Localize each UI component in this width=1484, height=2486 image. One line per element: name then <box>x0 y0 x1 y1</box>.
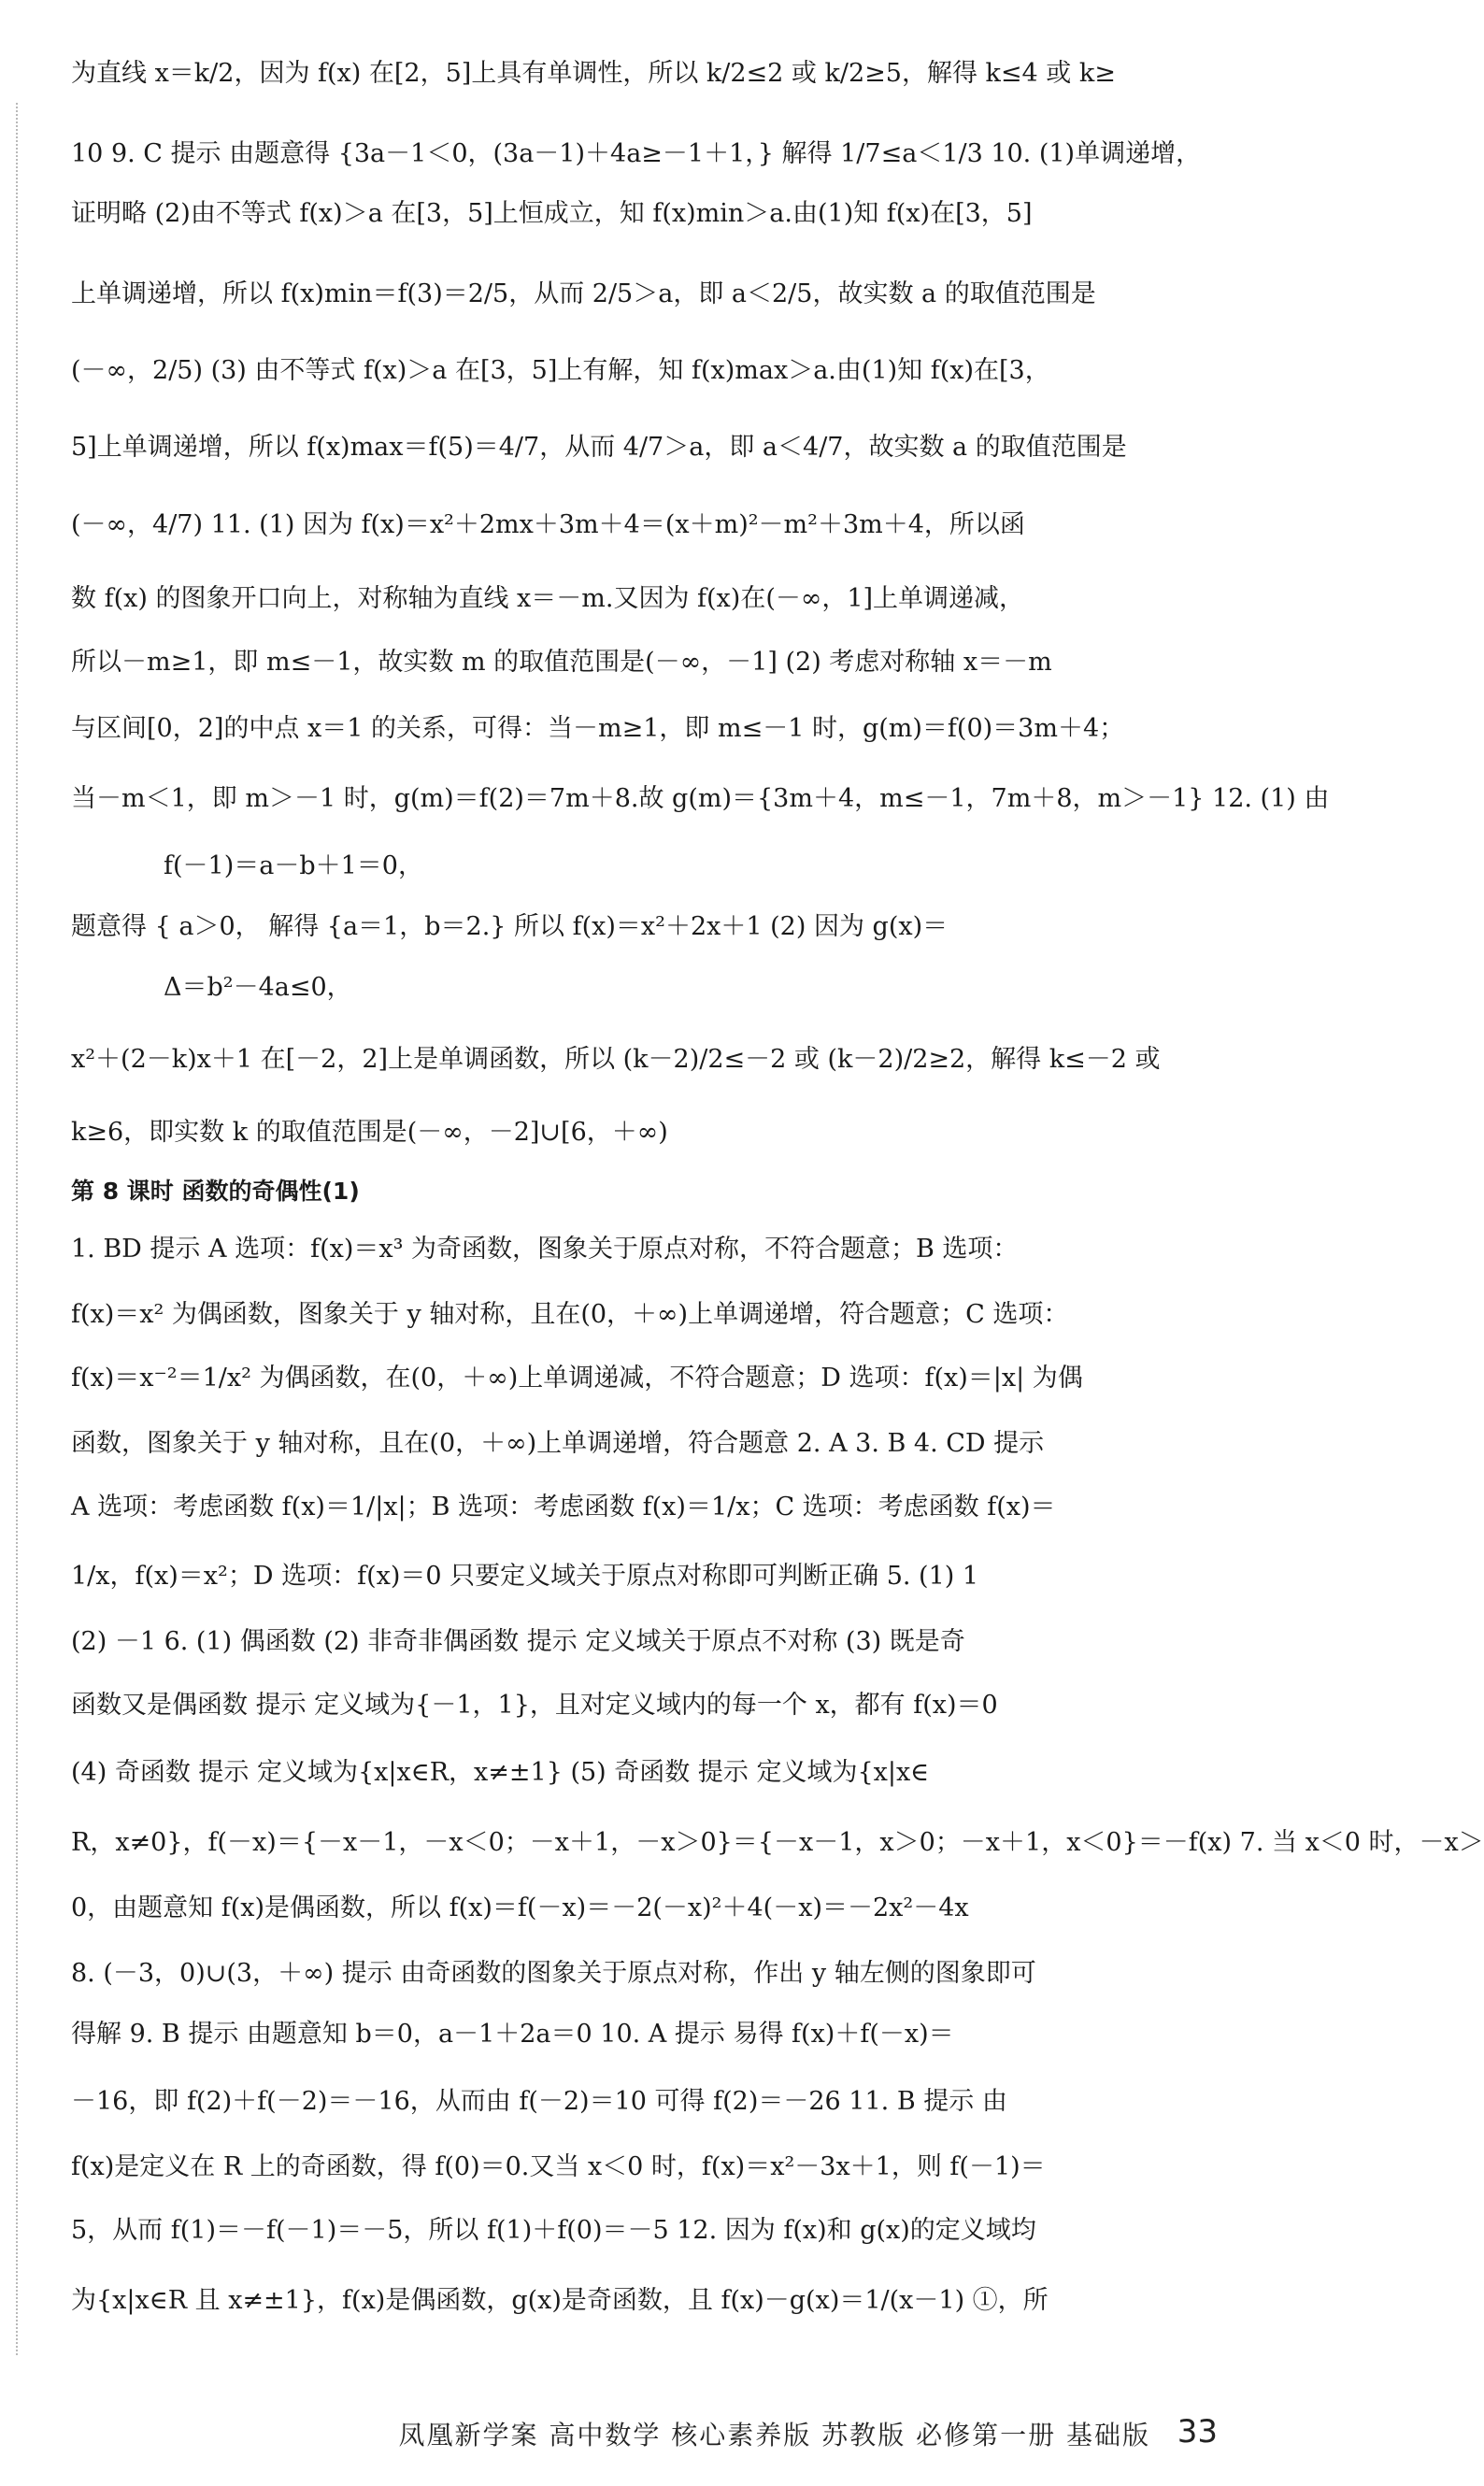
page-number: 33 <box>1177 2413 1218 2450</box>
text-line: 1. BD 提示 A 选项：f(x)＝x³ 为奇函数，图象关于原点对称，不符合题意；B 选项： <box>71 1235 1019 1264</box>
text-line: 1/x，f(x)＝x²；D 选项：f(x)＝0 只要定义域关于原点对称即可判断正确 5. (1) 1 <box>71 1562 979 1591</box>
text-line: (－∞，2/5) (3) 由不等式 f(x)＞a 在[3，5]上有解，知 f(x)max＞a.由(1)知 f(x)在[3， <box>71 356 1050 385</box>
text-line: f(－1)＝a－b＋1＝0， <box>164 851 423 880</box>
text-line: (2) －1 6. (1) 偶函数 (2) 非奇非偶函数 提示 定义域关于原点不对称 (3) 既是奇 <box>71 1627 965 1656</box>
section-heading: 第 8 课时 函数的奇偶性(1) <box>71 1178 360 1205</box>
text-line: 所以－m≥1，即 m≤－1，故实数 m 的取值范围是(－∞，－1] (2) 考虑对称轴 x＝－m <box>71 648 1052 677</box>
text-line: 与区间[0，2]的中点 x＝1 的关系，可得：当－m≥1，即 m≤－1 时，g(m)＝f(0)＝3m＋4； <box>71 714 1125 743</box>
footer-book-title: 凤凰新学案 高中数学 核心素养版 苏教版 必修第一册 基础版 <box>398 2420 1150 2450</box>
text-line: 数 f(x) 的图象开口向上，对称轴为直线 x＝－m.又因为 f(x)在(－∞，1]上单调递减， <box>71 584 1025 613</box>
text-line: k≥6，即实数 k 的取值范围是(－∞，－2]∪[6，＋∞) <box>71 1118 668 1147</box>
text-line: A 选项：考虑函数 f(x)＝1/|x|；B 选项：考虑函数 f(x)＝1/x；C 选项：考虑函数 f(x)＝ <box>71 1493 1056 1522</box>
text-line: 为直线 x＝k/2，因为 f(x) 在[2，5]上具有单调性，所以 k/2≤2 或 k/2≥5，解得 k≤4 或 k≥ <box>71 59 1116 88</box>
text-line: (－∞，4/7) 11. (1) 因为 f(x)＝x²＋2mx＋3m＋4＝(x＋m)²－m²＋3m＋4，所以函 <box>71 510 1025 539</box>
text-line: 0，由题意知 f(x)是偶函数，所以 f(x)＝f(－x)＝－2(－x)²＋4(－x)＝－2x²－4x <box>71 1893 969 1922</box>
text-line: 8. (－3，0)∪(3，＋∞) 提示 由奇函数的图象关于原点对称，作出 y 轴左侧的图象即可 <box>71 1959 1036 1988</box>
text-line: x²＋(2－k)x＋1 在[－2，2]上是单调函数，所以 (k－2)/2≤－2 或 (k－2)/2≥2，解得 k≤－2 或 <box>71 1045 1161 1074</box>
page-footer <box>0 2413 1234 2460</box>
text-line: f(x)＝x⁻²＝1/x² 为偶函数，在(0，＋∞)上单调递减，不符合题意；D 选项：f(x)＝|x| 为偶 <box>71 1364 1083 1393</box>
text-line: 10 9. C 提示 由题意得 {3a－1＜0，(3a－1)＋4a≥－1＋1，} 解得 1/7≤a＜1/3 10. (1)单调递增， <box>71 139 1202 168</box>
text-line: 题意得 { a＞0， 解得 {a＝1，b＝2.} 所以 f(x)＝x²＋2x＋1 (2) 因为 g(x)＝ <box>71 912 949 941</box>
margin-dotted-rule <box>16 103 18 2355</box>
text-line: 当－m＜1，即 m＞－1 时，g(m)＝f(2)＝7m＋8.故 g(m)＝{3m＋4，m≤－1，7m＋8，m＞－1} 12. (1) 由 <box>71 784 1330 813</box>
text-line: 为{x|x∈R 且 x≠±1}，f(x)是偶函数，g(x)是奇函数，且 f(x)－g(x)＝1/(x－1) ①，所 <box>71 2286 1049 2315</box>
text-line: 5，从而 f(1)＝－f(－1)＝－5，所以 f(1)＋f(0)＝－5 12. 因为 f(x)和 g(x)的定义域均 <box>71 2216 1036 2245</box>
text-line: 5]上单调递增，所以 f(x)max＝f(5)＝4/7，从而 4/7＞a，即 a＜4/7，故实数 a 的取值范围是 <box>71 433 1127 462</box>
text-line: Δ＝b²－4a≤0， <box>164 973 352 1002</box>
text-line: 证明略 (2)由不等式 f(x)＞a 在[3，5]上恒成立，知 f(x)min＞a.由(1)知 f(x)在[3，5] <box>71 199 1033 228</box>
text-line: 函数又是偶函数 提示 定义域为{－1，1}，且对定义域内的每一个 x，都有 f(x)＝0 <box>71 1691 998 1720</box>
text-line: 函数，图象关于 y 轴对称，且在(0，＋∞)上单调递增，符合题意 2. A 3. B 4. CD 提示 <box>71 1429 1045 1458</box>
text-line: f(x)是定义在 R 上的奇函数，得 f(0)＝0.又当 x＜0 时，f(x)＝x²－3x＋1，则 f(－1)＝ <box>71 2152 1046 2181</box>
text-line: 得解 9. B 提示 由题意知 b＝0，a－1＋2a＝0 10. A 提示 易得 f(x)＋f(－x)＝ <box>71 2020 954 2049</box>
text-line: 上单调递增，所以 f(x)min＝f(3)＝2/5，从而 2/5＞a，即 a＜2/5，故实数 a 的取值范围是 <box>71 279 1096 308</box>
text-line: f(x)＝x² 为偶函数，图象关于 y 轴对称，且在(0，＋∞)上单调递增，符合题意；C 选项： <box>71 1300 1069 1329</box>
text-line: (4) 奇函数 提示 定义域为{x|x∈R，x≠±1} (5) 奇函数 提示 定义域为{x|x∈ <box>71 1758 930 1787</box>
text-line: R，x≠0}，f(－x)＝{－x－1，－x＜0；－x＋1，－x＞0}＝{－x－1，x＞0；－x＋1，x＜0}＝－f(x) 7. 当 x＜0 时，－x＞ <box>71 1828 1484 1857</box>
text-line: －16，即 f(2)＋f(－2)＝－16，从而由 f(－2)＝10 可得 f(2)＝－26 11. B 提示 由 <box>71 2087 1007 2116</box>
